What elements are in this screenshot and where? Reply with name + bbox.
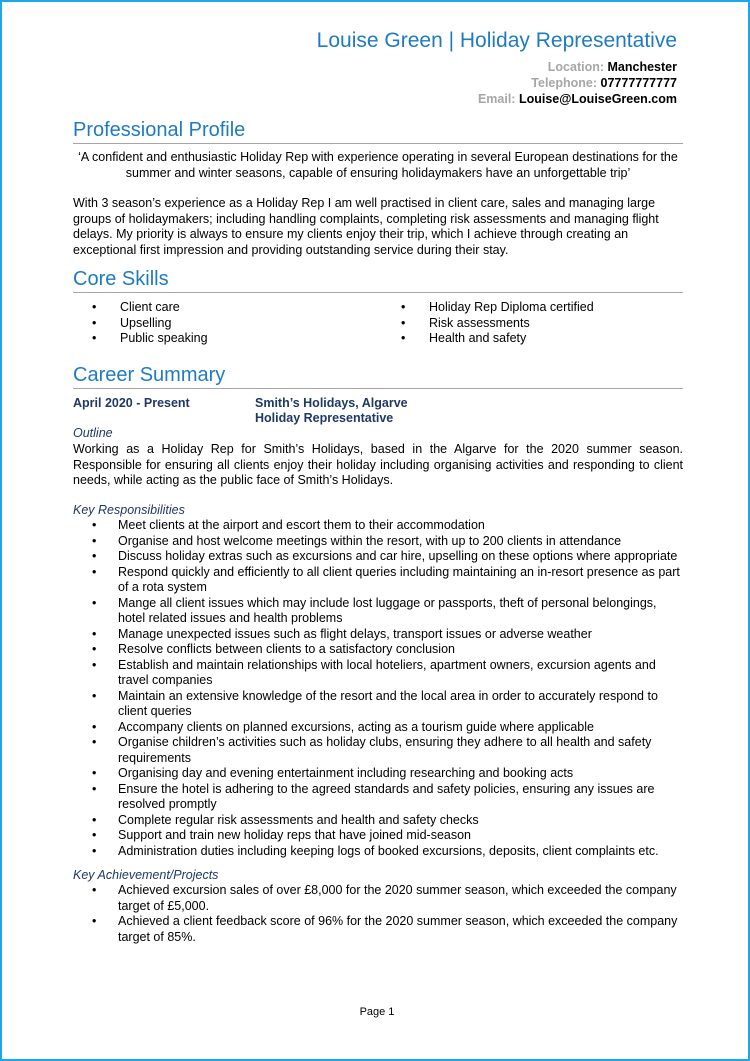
job-company: Smith’s Holidays, Algarve bbox=[255, 396, 408, 410]
job-role: Holiday Representative bbox=[255, 411, 394, 425]
list-item: • Complete regular risk assessments and health and safety checks bbox=[73, 813, 683, 829]
skill-item: • Upselling bbox=[73, 316, 373, 332]
list-item: • Achieved excursion sales of over £8,000 for the 2020 summer season, which exceeded the company target of £5,000. bbox=[73, 883, 683, 914]
skills-list-left bbox=[73, 300, 373, 347]
list-item: • Support and train new holiday reps that have joined mid-season bbox=[73, 828, 683, 844]
list-item: • Organising day and evening entertainment including researching and booking acts bbox=[73, 766, 683, 782]
list-item: • Administration duties including keeping logs of booked excursions, deposits, client complaints etc. bbox=[73, 844, 683, 860]
telephone-label: Telephone: bbox=[531, 76, 598, 90]
location-label: Location: bbox=[547, 60, 605, 74]
telephone-value: 07777777777 bbox=[600, 76, 677, 90]
outline-text: Working as a Holiday Rep for Smith’s Holidays, based in the Algarve for the 2020 summer season. Responsible for ensuring all clients enjoy their holiday including organising activities and responding to client needs, while acting as the public face of Smith’s Holidays. bbox=[73, 442, 683, 487]
email-line bbox=[478, 92, 677, 106]
skills-list-right bbox=[382, 300, 682, 347]
name-title: Louise Green | Holiday Representative bbox=[316, 29, 677, 52]
list-item: • Ensure the hotel is adhering to the agreed standards and safety policies, ensuring any issues are resolved promptly bbox=[73, 782, 683, 813]
profile-quote: ‘A confident and enthusiastic Holiday Rep with experience operating in several European destinations for the summer and winter seasons, capable of ensuring holidaymakers have an unforgettable trip’ bbox=[78, 150, 678, 180]
email-value: Louise@LouiseGreen.com bbox=[518, 92, 677, 106]
location-value: Manchester bbox=[607, 60, 677, 74]
skill-item: • Public speaking bbox=[73, 331, 373, 347]
page-number: Page 1 bbox=[359, 1006, 395, 1018]
list-item: • Organise children’s activities such as holiday clubs, ensuring they adhere to all health and safety requirements bbox=[73, 735, 683, 766]
list-item: • Respond quickly and efficiently to all client queries including maintaining an in-resort presence as part of a rota system bbox=[73, 565, 683, 596]
list-item: • Mange all client issues which may include lost luggage or passports, theft of personal belongings, hotel related issues and health problems bbox=[73, 596, 683, 627]
list-item: • Discuss holiday extras such as excursions and car hire, upselling on these options where appropriate bbox=[73, 549, 683, 565]
location-line bbox=[548, 60, 677, 74]
list-item: • Organise and host welcome meetings within the resort, with up to 200 clients in attendance bbox=[73, 534, 683, 550]
job-date: April 2020 - Present bbox=[73, 396, 190, 410]
list-item: • Maintain an extensive knowledge of the resort and the local area in order to accurately respond to client queries bbox=[73, 689, 683, 720]
achievements-label: Key Achievement/Projects bbox=[73, 868, 219, 882]
profile-body: With 3 season’s experience as a Holiday Rep I am well practised in client care, sales and managing large groups of holidaymakers; including handling complaints, completing risk assessments and managing flight delays. My priority is always to ensure my clients enjoy their trip, which I achieve through creating an exceptional first impression and providing outstanding service during their stay. bbox=[73, 196, 659, 257]
list-item: • Manage unexpected issues such as flight delays, transport issues or adverse weather bbox=[73, 627, 683, 643]
list-item: • Resolve conflicts between clients to a satisfactory conclusion bbox=[73, 642, 683, 658]
skill-item: • Risk assessments bbox=[382, 316, 682, 332]
responsibilities-list bbox=[73, 518, 683, 859]
skill-item: • Client care bbox=[73, 300, 373, 316]
profile-heading: Professional Profile bbox=[73, 118, 683, 144]
email-label: Email: bbox=[477, 92, 516, 106]
list-item: • Accompany clients on planned excursions, acting as a tourism guide where applicable bbox=[73, 720, 683, 736]
career-heading: Career Summary bbox=[73, 363, 683, 389]
skill-item: • Health and safety bbox=[382, 331, 682, 347]
telephone-line bbox=[531, 76, 677, 90]
list-item: • Meet clients at the airport and escort them to their accommodation bbox=[73, 518, 683, 534]
achievements-list bbox=[73, 883, 683, 945]
list-item: • Achieved a client feedback score of 96% for the 2020 summer season, which exceeded the company target of 85%. bbox=[73, 914, 683, 945]
list-item: • Establish and maintain relationships with local hoteliers, apartment owners, excursion agents and travel companies bbox=[73, 658, 683, 689]
skills-heading: Core Skills bbox=[73, 267, 683, 293]
skill-item: • Holiday Rep Diploma certified bbox=[382, 300, 682, 316]
responsibilities-label: Key Responsibilities bbox=[73, 503, 185, 517]
outline-label: Outline bbox=[73, 426, 113, 440]
